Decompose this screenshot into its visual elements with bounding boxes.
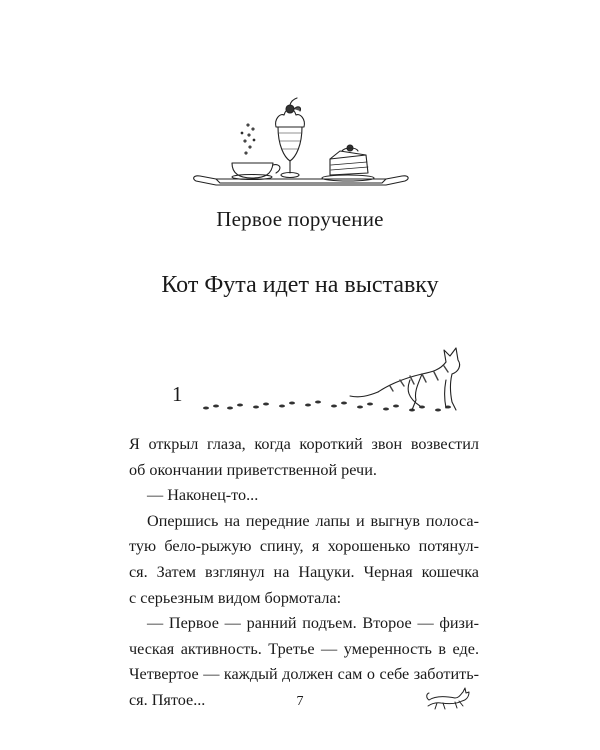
walking-cat-with-pawprints-icon xyxy=(200,340,480,420)
text-line: — Первое — ранний подъем. Второе — физи- xyxy=(147,614,479,633)
text-line: ся. Пятое... xyxy=(129,690,206,709)
section-number: 1 xyxy=(172,382,183,406)
text-line: тую бело-рыжую спину, я хорошенько потянул- xyxy=(129,537,479,556)
chapter-label: Первое поручение xyxy=(216,207,384,231)
page-number: 7 xyxy=(296,694,304,709)
text-line: — Наконец-то... xyxy=(147,486,259,505)
text-line: Я открыл глаза, когда короткий звон возвестил xyxy=(129,435,479,453)
body-text xyxy=(129,432,479,714)
text-line: Опершись на передние лапы и выгнув полоса- xyxy=(147,511,479,530)
chapter-title: Кот Фута идет на выставку xyxy=(161,272,439,298)
text-line: ся. Затем взглянул на Нацуки. Черная кошечка xyxy=(129,562,479,581)
text-line: с серьезным видом бормотала: xyxy=(129,588,342,607)
text-line: Четвертое — каждый должен сам о себе заботить- xyxy=(129,665,479,684)
small-cat-icon xyxy=(425,686,471,712)
text-line: ческая активность. Третье — умеренность в еде. xyxy=(129,639,479,658)
text-line: об окончании приветственной речи. xyxy=(129,460,377,479)
tray-with-teacup-parfait-and-cake-icon xyxy=(190,95,410,195)
